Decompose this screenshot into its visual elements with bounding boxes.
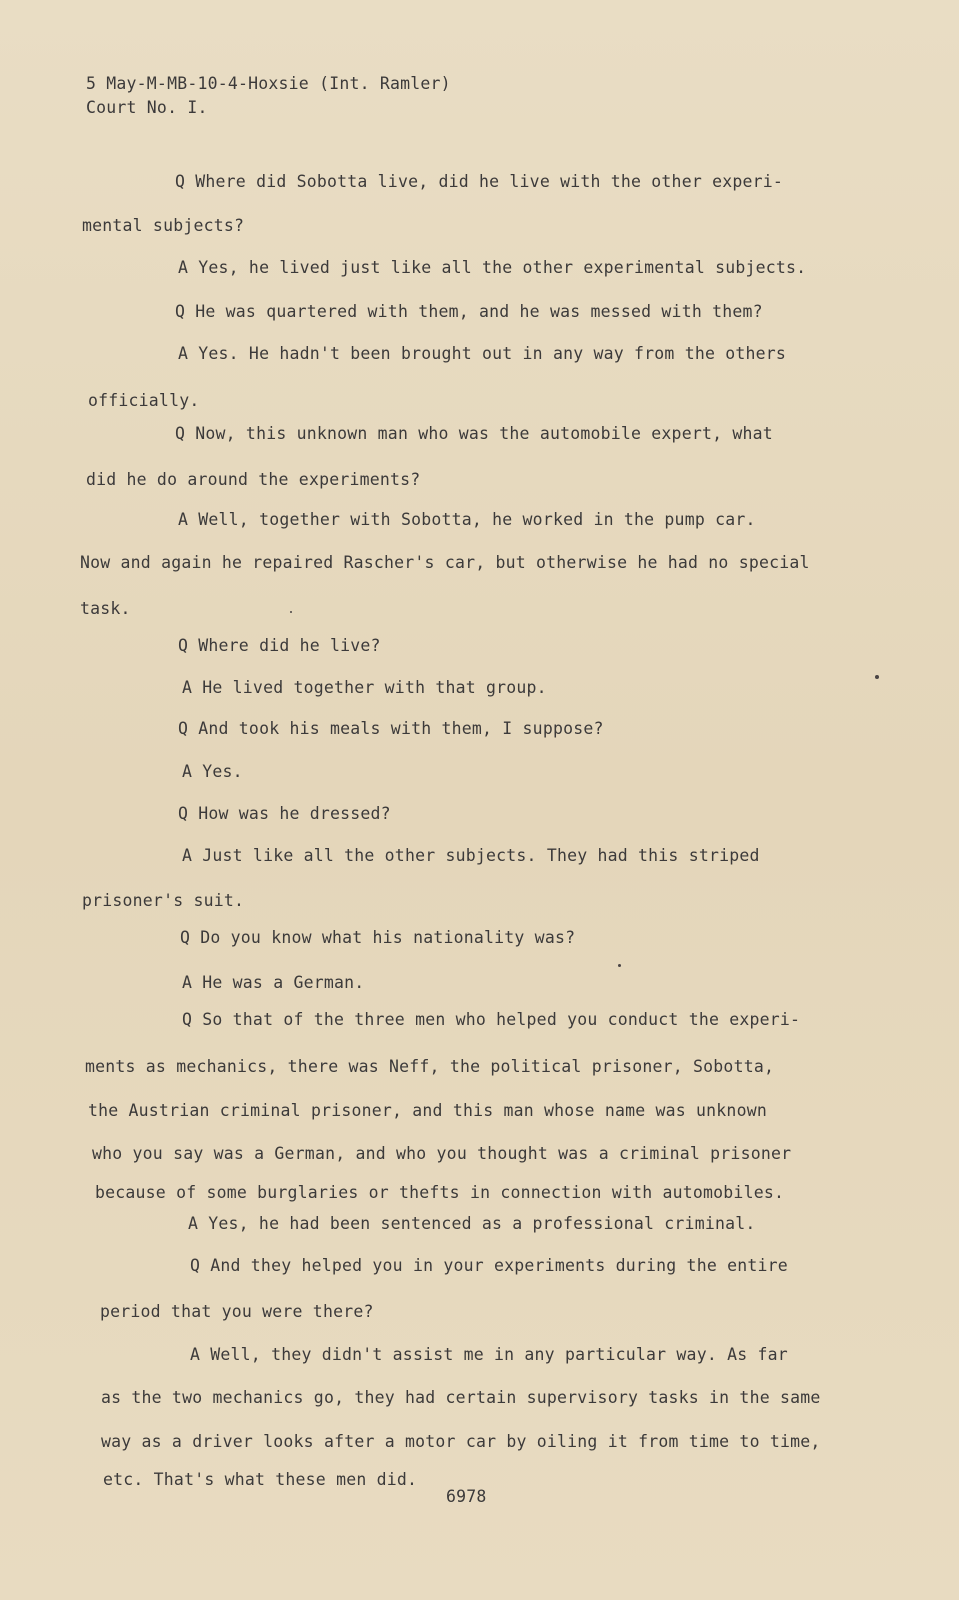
transcript-line: prisoner's suit. — [82, 891, 245, 910]
transcript-line: A Well, together with Sobotta, he worked in the pump car. — [178, 510, 756, 529]
transcript-line: A Just like all the other subjects. They had this striped — [182, 846, 760, 865]
ink-speck — [290, 611, 292, 613]
transcript-line: who you say was a German, and who you thought was a criminal prisoner — [92, 1144, 792, 1163]
ink-speck — [875, 675, 879, 679]
transcript-line: A He was a German. — [182, 973, 365, 992]
transcript-line: Q Where did he live? — [178, 636, 381, 655]
transcript-line: officially. — [88, 391, 200, 410]
transcript-line: Q He was quartered with them, and he was messed with them? — [175, 302, 763, 321]
transcript-line: Q So that of the three men who helped you conduct the experi- — [182, 1010, 801, 1029]
transcript-line: Q And took his meals with them, I suppose? — [178, 719, 604, 738]
transcript-line: ments as mechanics, there was Neff, the political prisoner, Sobotta, — [85, 1057, 775, 1076]
transcript-line: Now and again he repaired Rascher's car, but otherwise he had no special — [80, 553, 810, 572]
transcript-line: Q Do you know what his nationality was? — [180, 928, 576, 947]
transcript-line: mental subjects? — [82, 216, 245, 235]
transcript-line: as the two mechanics go, they had certain supervisory tasks in the same — [101, 1388, 821, 1407]
transcript-line: period that you were there? — [100, 1302, 374, 1321]
transcript-line: Q And they helped you in your experiments during the entire — [190, 1256, 788, 1275]
ink-speck — [618, 964, 621, 967]
page-number: 6978 — [446, 1487, 487, 1506]
transcript-line: A Well, they didn't assist me in any particular way. As far — [190, 1345, 788, 1364]
transcript-line: Q Where did Sobotta live, did he live with the other experi- — [175, 172, 784, 191]
page-header — [86, 72, 451, 120]
transcript-line: did he do around the experiments? — [86, 470, 421, 489]
transcript-line: task. — [80, 599, 131, 618]
transcript-line: etc. That's what these men did. — [103, 1470, 418, 1489]
header-line-court: Court No. I. — [86, 98, 208, 117]
header-line-reference: 5 May-M-MB-10-4-Hoxsie (Int. Ramler) — [86, 74, 451, 93]
transcript-line: because of some burglaries or thefts in connection with automobiles. — [95, 1183, 785, 1202]
transcript-line: A Yes, he had been sentenced as a professional criminal. — [188, 1214, 756, 1233]
transcript-line: A He lived together with that group. — [182, 678, 547, 697]
transcript-line: Q How was he dressed? — [178, 804, 391, 823]
transcript-line: A Yes. He hadn't been brought out in any way from the others — [178, 344, 787, 363]
transcript-line: A Yes. — [182, 762, 243, 781]
transcript-line: the Austrian criminal prisoner, and this man whose name was unknown — [88, 1101, 767, 1120]
transcript-line: Q Now, this unknown man who was the automobile expert, what — [175, 424, 773, 443]
transcript-line: A Yes, he lived just like all the other experimental subjects. — [178, 258, 807, 277]
transcript-line: way as a driver looks after a motor car by oiling it from time to time, — [101, 1432, 821, 1451]
